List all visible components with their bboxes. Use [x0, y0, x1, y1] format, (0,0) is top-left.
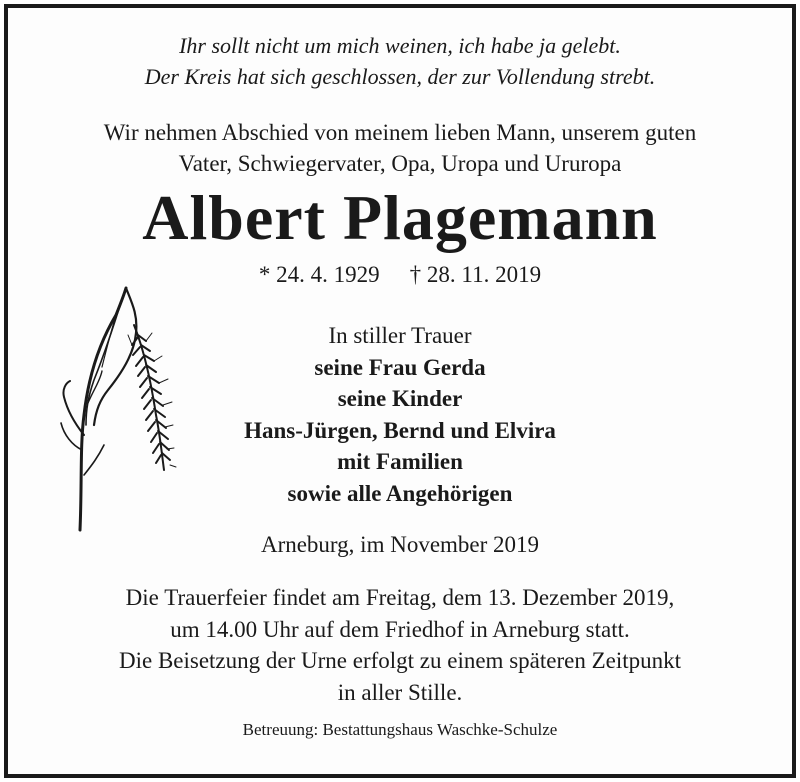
- undertaker-credit: Betreuung: Bestattungshaus Waschke-Schulze: [242, 720, 558, 739]
- service-line-3: Die Beisetzung der Urne erfolgt zu einem späteren Zeitpunkt: [118, 648, 682, 673]
- poem: [0, 30, 800, 92]
- service-line-2: um 14.00 Uhr auf dem Friedhof in Arneburg statt.: [170, 616, 630, 642]
- deceased-name: Albert Plagemann: [142, 182, 658, 253]
- funeral-service-info: [0, 582, 800, 708]
- death-date: † 28. 11. 2019: [409, 262, 542, 287]
- service-line-4: in aller Stille.: [337, 679, 463, 705]
- mourner-line-5: sowie alle Angehörigen: [287, 480, 513, 506]
- poem-line-1: Ihr sollt nicht um mich weinen, ich habe ja gelebt.: [179, 33, 621, 58]
- poem-line-2: Der Kreis hat sich geschlossen, der zur Vollendung strebt.: [144, 64, 656, 89]
- mourners-block: [0, 320, 800, 509]
- mourner-line-1: seine Frau Gerda: [314, 354, 486, 380]
- birth-date: * 24. 4. 1929: [258, 262, 380, 287]
- place-and-date: Arneburg, im November 2019: [260, 532, 540, 557]
- mourner-line-2: seine Kinder: [337, 386, 463, 411]
- service-line-1: Die Trauerfeier findet am Freitag, dem 13. Dezember 2019,: [125, 585, 675, 610]
- intro-line-2: Vater, Schwiegervater, Opa, Uropa und Ururopa: [178, 151, 622, 176]
- mourner-line-4: mit Familien: [337, 449, 463, 474]
- intro-line-1: Wir nehmen Abschied von meinem lieben Mann, unserem guten: [103, 120, 697, 145]
- farewell-intro: [0, 117, 800, 179]
- mourner-line-3: Hans-Jürgen, Bernd und Elvira: [244, 417, 556, 443]
- mourners-heading: In stiller Trauer: [328, 323, 472, 348]
